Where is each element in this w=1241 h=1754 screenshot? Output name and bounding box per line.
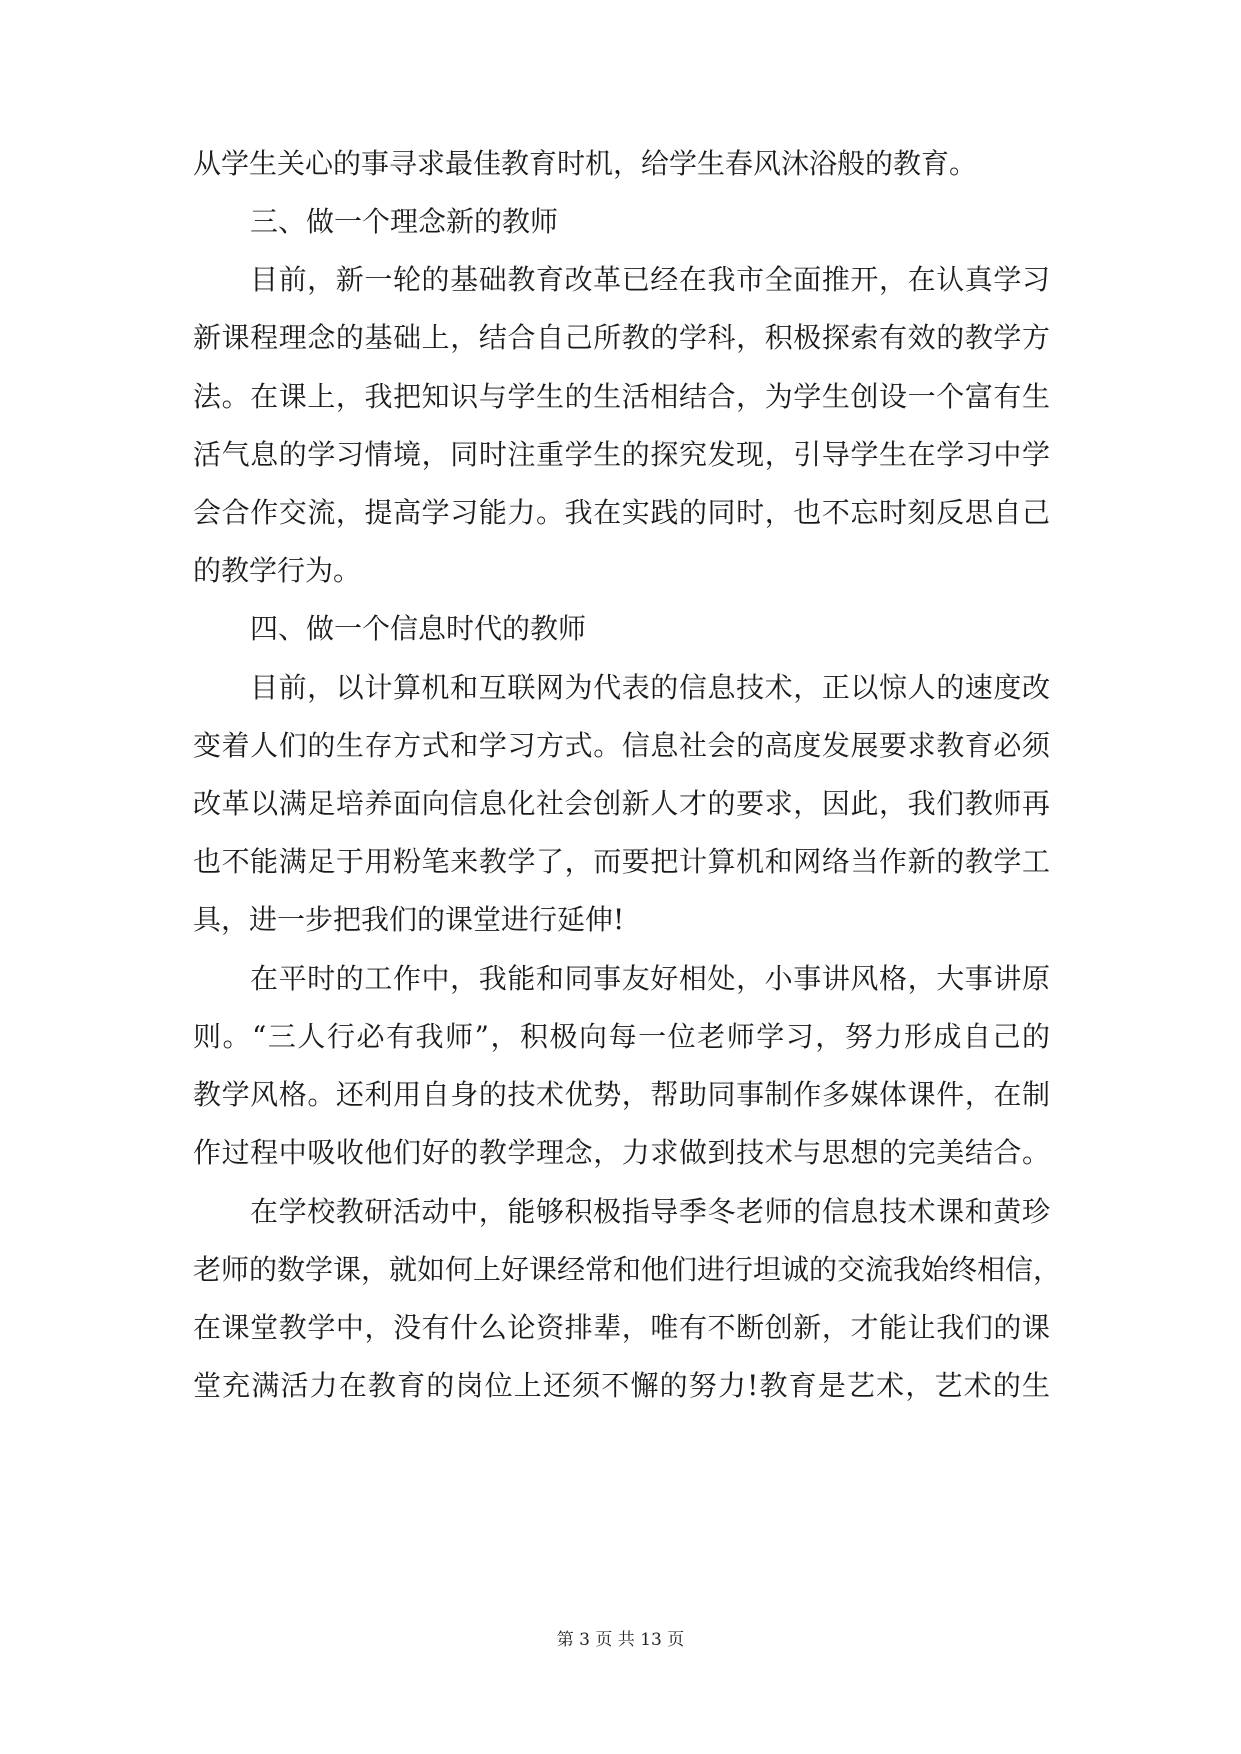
text-line: 从学生关心的事寻求最佳教育时机，给学生春风沐浴般的教育。 [193, 147, 978, 180]
text-line: 在课堂教学中，没有什么论资排辈，唯有不断创新，才能让我们的课 [193, 1311, 1050, 1344]
text-line: 新课程理念的基础上，结合自己所教的学科，积极探索有效的教学方 [193, 321, 1050, 354]
text-line: 则。“三人行必有我师”，积极向每一位老师学习，努力形成自己的 [193, 1020, 1050, 1053]
text-line: 法。在课上，我把知识与学生的生活相结合，为学生创设一个富有生 [193, 380, 1050, 413]
text-line: 教学风格。还利用自身的技术优势，帮助同事制作多媒体课件，在制 [193, 1078, 1050, 1111]
text-line: 具，进一步把我们的课堂进行延伸! [193, 903, 625, 936]
text-line: 作过程中吸收他们好的教学理念，力求做到技术与思想的完美结合。 [193, 1136, 1050, 1169]
text-line: 会合作交流，提高学习能力。我在实践的同时，也不忘时刻反思自己 [193, 496, 1050, 529]
text-line: 在学校教研活动中，能够积极指导季冬老师的信息技术课和黄珍 [250, 1195, 1050, 1228]
text-line: 堂充满活力在教育的岗位上还须不懈的努力!教育是艺术，艺术的生 [193, 1369, 1050, 1402]
section-heading: 四、做一个信息时代的教师 [250, 612, 587, 645]
section-heading: 三、做一个理念新的教师 [250, 205, 559, 238]
text-line: 目前，以计算机和互联网为代表的信息技术，正以惊人的速度改 [250, 671, 1050, 704]
text-line: 的教学行为。 [193, 554, 362, 587]
page-number-footer: 第 3 页 共 13 页 [556, 1630, 685, 1650]
text-line: 也不能满足于用粉笔来教学了，而要把计算机和网络当作新的教学工 [193, 845, 1050, 878]
text-line: 变着人们的生存方式和学习方式。信息社会的高度发展要求教育必须 [193, 729, 1050, 762]
text-line: 老师的数学课，就如何上好课经常和他们进行坦诚的交流我始终相信， [193, 1253, 1062, 1286]
text-line: 改革以满足培养面向信息化社会创新人才的要求，因此，我们教师再 [193, 787, 1050, 820]
text-line: 目前，新一轮的基础教育改革已经在我市全面推开，在认真学习 [250, 263, 1050, 296]
text-line: 活气息的学习情境，同时注重学生的探究发现，引导学生在学习中学 [193, 438, 1050, 471]
text-line: 在平时的工作中，我能和同事友好相处，小事讲风格，大事讲原 [250, 962, 1050, 995]
